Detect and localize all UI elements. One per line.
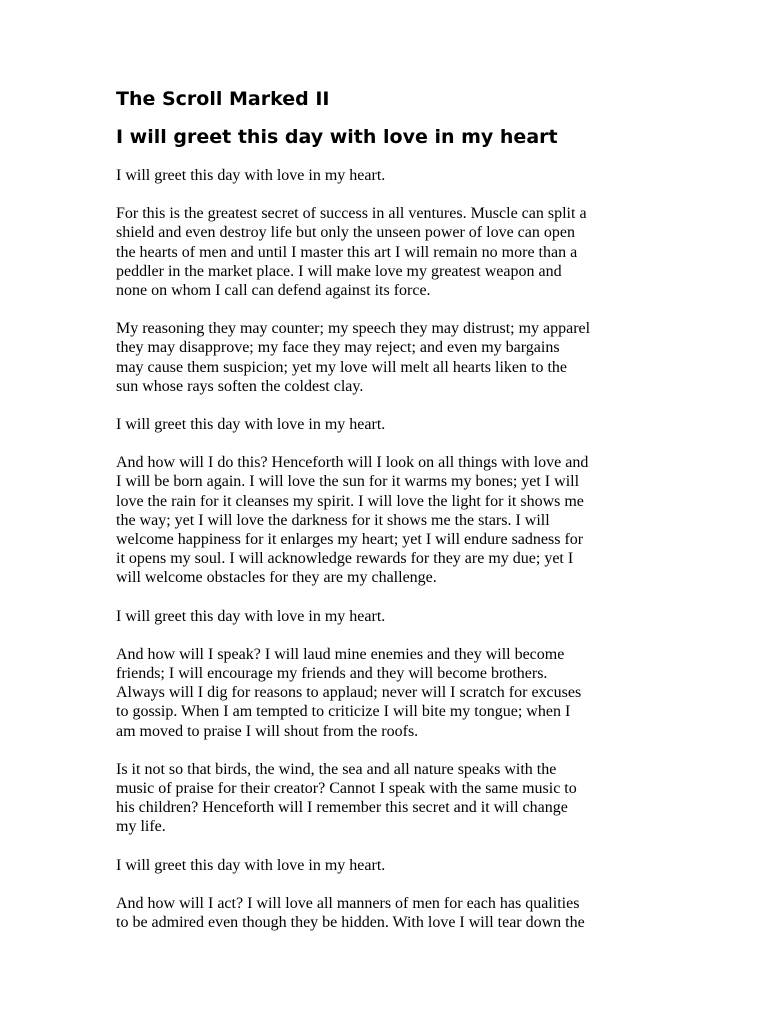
paragraph-line: Is it not so that birds, the wind, the sea and all nature speaks with the xyxy=(116,760,557,778)
paragraph xyxy=(116,166,661,185)
paragraph xyxy=(116,204,661,300)
paragraph-line: the hearts of men and until I master this art I will remain no more than a xyxy=(116,243,578,261)
paragraph xyxy=(116,319,661,396)
paragraph xyxy=(116,856,661,875)
document-title: The Scroll Marked II xyxy=(116,88,330,110)
document-subtitle: I will greet this day with love in my heart xyxy=(116,126,558,148)
paragraph xyxy=(116,645,661,741)
paragraph-line: music of praise for their creator? Cannot I speak with the same music to xyxy=(116,780,577,798)
paragraph-line: welcome happiness for it enlarges my heart; yet I will endure sadness for xyxy=(116,531,584,549)
paragraph-line: friends; I will encourage my friends and they will become brothers. xyxy=(116,665,548,683)
paragraph-line: And how will I act? I will love all manners of men for each has qualities xyxy=(116,894,580,912)
paragraph-line: Always will I dig for reasons to applaud; never will I scratch for excuses xyxy=(116,684,582,702)
paragraph-line: And how will I do this? Henceforth will I look on all things with love and xyxy=(116,454,589,472)
paragraph-line: My reasoning they may counter; my speech they may distrust; my apparel xyxy=(116,320,591,338)
paragraph xyxy=(116,453,661,587)
paragraph-line: am moved to praise I will shout from the roofs. xyxy=(116,722,419,740)
paragraph-line: sun whose rays soften the coldest clay. xyxy=(116,377,364,395)
paragraph-line: And how will I speak? I will laud mine enemies and they will become xyxy=(116,645,565,663)
paragraph-line: they may disapprove; my face they may reject; and even my bargains xyxy=(116,339,560,357)
paragraph-line: I will be born again. I will love the sun for it warms my bones; yet I will xyxy=(116,473,580,491)
paragraph-line: to gossip. When I am tempted to criticize I will bite my tongue; when I xyxy=(116,703,571,721)
document-body xyxy=(116,86,661,951)
paragraph-line: my life. xyxy=(116,818,166,836)
paragraph xyxy=(116,415,661,434)
paragraph-list xyxy=(116,166,661,932)
paragraph-line: to be admired even though they be hidden. With love I will tear down the xyxy=(116,914,585,932)
paragraph-line: shield and even destroy life but only the unseen power of love can open xyxy=(116,224,575,242)
paragraph-line: his children? Henceforth will I remember this secret and it will change xyxy=(116,799,568,817)
paragraph-line: may cause them suspicion; yet my love will melt all hearts liken to the xyxy=(116,358,568,376)
paragraph-line: peddler in the market place. I will make love my greatest weapon and xyxy=(116,262,562,280)
paragraph xyxy=(116,894,661,932)
paragraph-line: I will greet this day with love in my heart. xyxy=(116,416,386,434)
paragraph-line: love the rain for it cleanses my spirit. I will love the light for it shows me xyxy=(116,492,584,510)
paragraph-line: I will greet this day with love in my heart. xyxy=(116,607,386,625)
paragraph-line: it opens my soul. I will acknowledge rewards for they are my due; yet I xyxy=(116,550,574,568)
paragraph-line: will welcome obstacles for they are my challenge. xyxy=(116,569,437,587)
paragraph-line: I will greet this day with love in my heart. xyxy=(116,856,386,874)
paragraph xyxy=(116,607,661,626)
paragraph-line: none on whom I call can defend against its force. xyxy=(116,282,431,300)
paragraph-line: For this is the greatest secret of success in all ventures. Muscle can split a xyxy=(116,205,587,223)
paragraph-line: the way; yet I will love the darkness for it shows me the stars. I will xyxy=(116,511,550,529)
paragraph-line: I will greet this day with love in my heart. xyxy=(116,167,386,184)
paragraph xyxy=(116,760,661,837)
